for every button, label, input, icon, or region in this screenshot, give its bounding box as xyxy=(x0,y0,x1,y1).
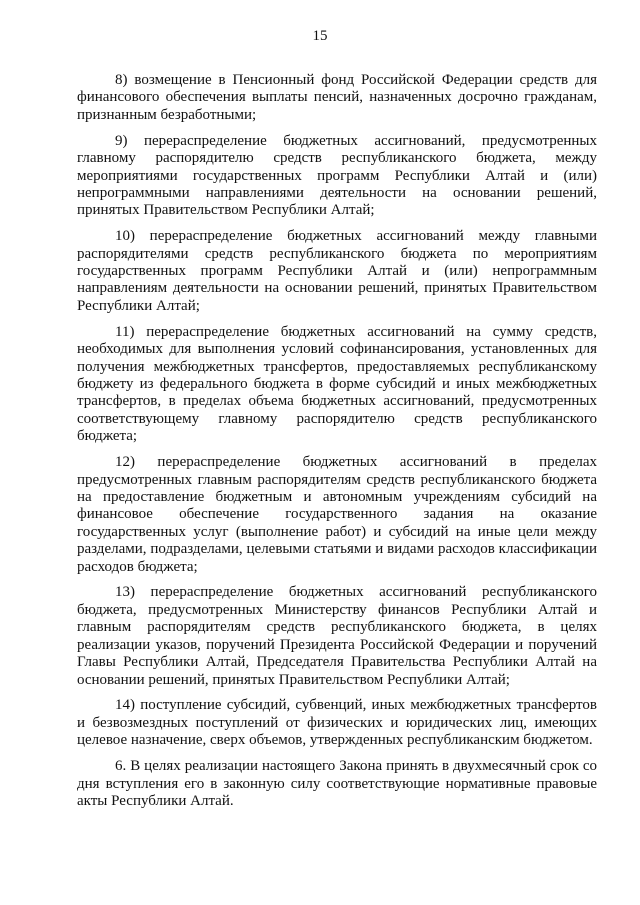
document-body xyxy=(77,72,597,819)
paragraph-item-8: 8) возмещение в Пенсионный фонд Российской Федерации средств для финансового обеспечения выплаты пенсий, назначенных досрочно гражданам, признанным безработными; xyxy=(77,72,597,123)
paragraph-item-14: 14) поступление субсидий, субвенций, иных межбюджетных трансфертов и безвозмездных поступлений от физических и юридических лиц, имеющих целевое назначение, сверх объемов, утвержденных республиканским бюджетом. xyxy=(77,697,597,749)
paragraph-item-12: 12) перераспределение бюджетных ассигнований в пределах предусмотренных главным распорядителям средств республиканского бюджета на предоставление бюджетным и автономным учреждениям субсидий на финансовое обеспечение государственного задания на оказание государственных услуг (выполнение работ) и субсидий на иные цели между разделами, подразделами, целевыми статьями и видами расходов классификации расходов бюджета; xyxy=(77,454,597,575)
paragraph-item-11: 11) перераспределение бюджетных ассигнований на сумму средств, необходимых для выполнения условий софинансирования, установленных для получения межбюджетных трансфертов, предоставляемых республиканскому бюджету из федерального бюджета в форме субсидий и иных межбюджетных трансфертов, в пределах объема бюджетных ассигнований, предусмотренных соответствующему главному распорядителю средств республиканского бюджета; xyxy=(77,323,597,445)
paragraph-item-10: 10) перераспределение бюджетных ассигнований между главными распорядителями средств республиканского бюджета по мероприятиям государственных программ Республики Алтай и (или) непрограммным направлениям деятельности на основании решений, принятых Правительством Республики Алтай; xyxy=(77,228,597,314)
paragraph-item-13: 13) перераспределение бюджетных ассигнований республиканского бюджета, предусмотренных Министерству финансов Республики Алтай и главным распорядителям средств республиканского бюджета, в целях реализации указов, поручений Президента Российской Федерации и поручений Главы Республики Алтай, Председателя Правительства Республики Алтай на основании решений, принятых Правительством Республики Алтай; xyxy=(77,584,597,688)
paragraph-item-9: 9) перераспределение бюджетных ассигнований, предусмотренных главному распорядителю средств республиканского бюджета, между мероприятиями государственных программ Республики Алтай и (или) непрограммными направлениями деятельности на основании решений, принятых Правительством Республики Алтай; xyxy=(77,132,597,219)
paragraph-section-6: 6. В целях реализации настоящего Закона принять в двухмесячный срок со дня вступления его в законную силу соответствующие нормативные правовые акты Республики Алтай. xyxy=(77,758,597,809)
page-number: 15 xyxy=(312,28,328,44)
